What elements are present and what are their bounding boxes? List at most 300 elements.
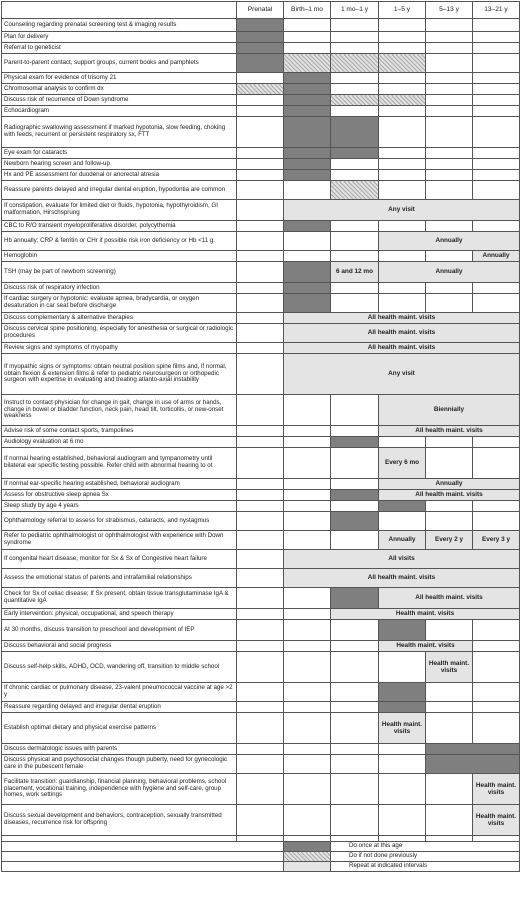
schedule-cell-empty — [284, 43, 331, 54]
legend-swatch-light — [284, 862, 331, 872]
schedule-row — [2, 501, 520, 512]
schedule-row — [2, 170, 520, 181]
header-1-5y: 1–5 y — [379, 2, 426, 19]
recommendation-label: At 30 months, discuss transition to preschool and development of IEP — [2, 620, 237, 641]
interval-text: Health maint. visits — [475, 781, 517, 796]
recommendation-label: Physical exam for evidence of trisomy 21 — [2, 73, 237, 84]
schedule-cell-empty — [426, 148, 473, 159]
schedule-cell-dark — [331, 490, 379, 501]
schedule-cell-empty — [331, 426, 379, 437]
schedule-row — [2, 43, 520, 54]
recommendation-label: Instruct to contact physician for change in gait, change in use of arms or hands, change in bowel or bladder function, neck pain, head tilt, torticollis, or new-onset weakness — [2, 395, 237, 426]
schedule-cell-light — [379, 395, 520, 426]
schedule-table — [1, 1, 520, 872]
schedule-cell-empty — [237, 294, 284, 313]
schedule-cell-empty — [473, 54, 520, 73]
schedule-cell-light — [331, 262, 379, 283]
schedule-cell-empty — [237, 490, 284, 501]
schedule-cell-empty — [284, 805, 331, 836]
schedule-cell-empty — [331, 294, 379, 313]
schedule-cell-empty — [426, 294, 473, 313]
schedule-cell-dark — [284, 262, 331, 283]
schedule-cell-dark — [284, 221, 331, 232]
schedule-cell-empty — [379, 283, 426, 294]
schedule-cell-empty — [426, 437, 473, 448]
schedule-cell-light — [284, 313, 520, 324]
schedule-row — [2, 426, 520, 437]
schedule-cell-empty — [379, 294, 426, 313]
schedule-row — [2, 702, 520, 713]
schedule-cell-empty — [473, 437, 520, 448]
schedule-cell-empty — [237, 117, 284, 148]
schedule-cell-empty — [426, 73, 473, 84]
schedule-cell-empty — [379, 170, 426, 181]
schedule-cell-empty — [237, 148, 284, 159]
schedule-cell-empty — [237, 569, 284, 588]
schedule-row — [2, 479, 520, 490]
schedule-cell-empty — [237, 512, 284, 531]
schedule-cell-empty — [237, 531, 284, 550]
schedule-cell-light — [379, 490, 520, 501]
recommendation-label: Review signs and symptoms of myopathy — [2, 343, 237, 354]
header-prenatal: Prenatal — [237, 2, 284, 19]
schedule-cell-empty — [379, 744, 426, 755]
schedule-row — [2, 713, 520, 744]
recommendation-label: Reassure regarding delayed and irregular dental eruption — [2, 702, 237, 713]
schedule-cell-empty — [284, 32, 331, 43]
schedule-cell-empty — [237, 479, 284, 490]
schedule-cell-empty — [331, 84, 379, 95]
schedule-cell-empty — [426, 117, 473, 148]
schedule-cell-empty — [331, 232, 379, 251]
schedule-cell-empty — [331, 159, 379, 170]
schedule-cell-empty — [284, 652, 331, 683]
schedule-cell-empty — [426, 683, 473, 702]
schedule-cell-empty — [284, 641, 331, 652]
recommendation-label: Discuss dermatologic issues with parents — [2, 744, 237, 755]
schedule-cell-light — [473, 531, 520, 550]
schedule-cell-empty — [379, 117, 426, 148]
schedule-cell-empty — [237, 95, 284, 106]
recommendation-label: If myopathic signs or symptoms: obtain neutral position spine films and, if normal, obtain flexion & extension films & refer to pediatric neurosurgeon or orthopedic surgeon with expertise in evaluating and treating atlanto-axial instability — [2, 354, 237, 395]
schedule-row — [2, 569, 520, 588]
schedule-cell-empty — [284, 620, 331, 641]
schedule-cell-empty — [284, 395, 331, 426]
interval-text: Health maint. visits — [428, 659, 470, 674]
schedule-cell-empty — [379, 437, 426, 448]
schedule-cell-empty — [426, 774, 473, 805]
schedule-cell-empty — [284, 479, 331, 490]
recommendation-label: Discuss risk of recurrence of Down syndrome — [2, 95, 237, 106]
recommendation-label: Chromosomal analysis to confirm dx — [2, 84, 237, 95]
recommendation-label: If normal hearing established, behavioral audiogram and tympanometry until bilateral ear specific testing possible. Refer child with abnormal hearing to ot — [2, 448, 237, 479]
schedule-cell-dark — [331, 588, 379, 609]
schedule-cell-empty — [379, 755, 426, 774]
schedule-cell-empty — [237, 609, 284, 620]
schedule-cell-empty — [237, 683, 284, 702]
schedule-cell-empty — [237, 73, 284, 84]
header-corner — [2, 2, 237, 19]
schedule-cell-empty — [237, 395, 284, 426]
recommendation-label: If cardiac surgery or hypotonic: evaluate apnea, bradycardia, or oxygen desaturation in car seat before discharge — [2, 294, 237, 313]
schedule-cell-empty — [237, 755, 284, 774]
schedule-cell-empty — [379, 106, 426, 117]
schedule-cell-empty — [426, 805, 473, 836]
schedule-cell-empty — [473, 294, 520, 313]
interval-text: Any visit — [388, 206, 415, 214]
schedule-cell-empty — [331, 43, 379, 54]
schedule-cell-empty — [379, 774, 426, 805]
schedule-cell-light — [379, 448, 426, 479]
schedule-cell-empty — [473, 501, 520, 512]
schedule-cell-empty — [237, 774, 284, 805]
schedule-cell-light — [284, 569, 520, 588]
schedule-cell-light — [426, 652, 473, 683]
recommendation-label: Early intervention: physical, occupational, and speech therapy — [2, 609, 237, 620]
schedule-cell-empty — [237, 283, 284, 294]
recommendation-label: Sleep study by age 4 years — [2, 501, 237, 512]
schedule-row — [2, 313, 520, 324]
schedule-cell-empty — [426, 43, 473, 54]
interval-text: Every 3 y — [481, 536, 511, 544]
schedule-cell-empty — [473, 84, 520, 95]
schedule-cell-empty — [426, 19, 473, 32]
recommendation-label: Refer to pediatric ophthalmologist or ophthalmologist with experience with Down syndrome — [2, 531, 237, 550]
schedule-cell-empty — [284, 448, 331, 479]
schedule-cell-light — [379, 713, 426, 744]
schedule-row — [2, 588, 520, 609]
schedule-cell-light — [473, 805, 520, 836]
schedule-cell-hatch — [379, 54, 426, 73]
legend-row — [2, 862, 520, 872]
header-1mo-1y: 1 mo–1 y — [331, 2, 379, 19]
schedule-cell-empty — [473, 106, 520, 117]
schedule-cell-empty — [331, 479, 379, 490]
schedule-cell-empty — [473, 170, 520, 181]
schedule-cell-empty — [237, 744, 284, 755]
schedule-cell-empty — [284, 755, 331, 774]
legend-label: Do once at this age — [331, 842, 520, 852]
schedule-cell-empty — [379, 32, 426, 43]
schedule-cell-empty — [237, 501, 284, 512]
schedule-cell-empty — [426, 702, 473, 713]
interval-text: Health maint. visits — [395, 610, 455, 618]
schedule-row — [2, 641, 520, 652]
schedule-cell-hatch — [237, 84, 284, 95]
schedule-cell-empty — [237, 426, 284, 437]
schedule-cell-dark — [284, 73, 331, 84]
interval-text: All health maint. visits — [415, 491, 483, 499]
schedule-cell-empty — [331, 531, 379, 550]
schedule-row — [2, 19, 520, 32]
schedule-cell-empty — [237, 262, 284, 283]
schedule-cell-empty — [331, 170, 379, 181]
interval-text: All health maint. visits — [415, 594, 483, 602]
schedule-cell-empty — [379, 512, 426, 531]
schedule-cell-empty — [237, 221, 284, 232]
schedule-cell-empty — [237, 313, 284, 324]
schedule-cell-empty — [331, 702, 379, 713]
schedule-cell-light — [379, 531, 426, 550]
schedule-cell-empty — [284, 531, 331, 550]
schedule-cell-empty — [237, 232, 284, 251]
interval-text: All health maint. visits — [367, 329, 436, 337]
schedule-row — [2, 774, 520, 805]
recommendation-label: Discuss complementary & alternative therapies — [2, 313, 237, 324]
schedule-row — [2, 84, 520, 95]
schedule-row — [2, 283, 520, 294]
recommendation-label: Facilitate transition: guardianship, financial planning, behavioral problems, school placement, vocational training, independence with hygiene and self-care, group homes, work settings — [2, 774, 237, 805]
recommendation-label: Eye exam for cataracts — [2, 148, 237, 159]
schedule-cell-dark — [284, 117, 331, 148]
schedule-row — [2, 652, 520, 683]
schedule-cell-dark — [284, 148, 331, 159]
recommendation-label: Discuss sexual development and behaviors, contraception, sexually transmitted diseases, recurrence risk for offspring — [2, 805, 237, 836]
schedule-cell-empty — [473, 702, 520, 713]
legend — [2, 842, 520, 872]
schedule-cell-empty — [237, 652, 284, 683]
interval-text: All visits — [388, 555, 415, 563]
schedule-cell-empty — [284, 512, 331, 531]
schedule-cell-empty — [426, 512, 473, 531]
schedule-cell-empty — [237, 437, 284, 448]
schedule-cell-empty — [237, 159, 284, 170]
recommendation-label: Reassure parents delayed and irregular dental eruption, hypodontia are common — [2, 181, 237, 200]
schedule-cell-dark — [331, 148, 379, 159]
schedule-cell-empty — [284, 426, 331, 437]
schedule-cell-empty — [331, 641, 379, 652]
header-birth-1mo: Birth–1 mo — [284, 2, 331, 19]
schedule-cell-dark — [284, 283, 331, 294]
schedule-cell-empty — [473, 95, 520, 106]
schedule-cell-empty — [331, 283, 379, 294]
schedule-cell-empty — [473, 683, 520, 702]
schedule-cell-dark — [284, 159, 331, 170]
schedule-cell-light — [284, 354, 520, 395]
interval-text: Any visit — [388, 370, 415, 378]
schedule-cell-empty — [379, 159, 426, 170]
recommendation-label: Ophthalmology referral to assess for strabismus, cataracts, and nystagmus — [2, 512, 237, 531]
header-5-13y: 5–13 y — [426, 2, 473, 19]
schedule-cell-dark — [379, 683, 426, 702]
interval-text: Health maint. visits — [381, 720, 423, 735]
schedule-row — [2, 395, 520, 426]
legend-row — [2, 852, 520, 862]
schedule-cell-empty — [284, 609, 331, 620]
recommendation-label: Establish optimal dietary and physical exercise patterns — [2, 713, 237, 744]
recommendation-label: Audiology evaluation at 6 mo — [2, 437, 237, 448]
legend-label: Do if not done previously — [331, 852, 520, 862]
schedule-cell-empty — [331, 221, 379, 232]
schedule-row — [2, 437, 520, 448]
care-schedule — [1, 1, 519, 872]
schedule-cell-empty — [284, 713, 331, 744]
schedule-cell-empty — [473, 652, 520, 683]
schedule-cell-empty — [379, 181, 426, 200]
schedule-cell-empty — [379, 221, 426, 232]
schedule-cell-empty — [284, 232, 331, 251]
schedule-cell-light — [426, 531, 473, 550]
schedule-cell-light — [379, 588, 520, 609]
schedule-cell-dark — [237, 32, 284, 43]
schedule-cell-empty — [379, 251, 426, 262]
schedule-cell-empty — [473, 512, 520, 531]
schedule-cell-dark — [426, 744, 520, 755]
recommendation-label: If chronic cardiac or pulmonary disease, 23-valent pneumococcal vaccine at age >2 y — [2, 683, 237, 702]
schedule-cell-dark — [426, 755, 520, 774]
schedule-cell-empty — [426, 283, 473, 294]
schedule-row — [2, 531, 520, 550]
legend-spacer — [2, 862, 284, 872]
recommendation-label: Radiographic swallowing assessment if marked hypotonia, slow feeding, choking with feeds, recurrent or persistent respiratory sx, FTT — [2, 117, 237, 148]
schedule-cell-dark — [237, 54, 284, 73]
recommendation-label: TSH (may be part of newborn screening) — [2, 262, 237, 283]
schedule-cell-dark — [379, 501, 426, 512]
schedule-row — [2, 805, 520, 836]
schedule-cell-light — [284, 324, 520, 343]
schedule-row — [2, 448, 520, 479]
schedule-cell-dark — [331, 437, 379, 448]
schedule-row — [2, 251, 520, 262]
schedule-cell-dark — [237, 19, 284, 32]
schedule-cell-empty — [426, 84, 473, 95]
schedule-cell-light — [379, 232, 520, 251]
interval-text: All health maint. visits — [415, 427, 483, 435]
schedule-cell-empty — [473, 117, 520, 148]
schedule-row — [2, 490, 520, 501]
recommendation-label: Hx and PE assessment for duodenal or anorectal atresia — [2, 170, 237, 181]
schedule-cell-empty — [426, 501, 473, 512]
recommendation-label: Parent-to-parent contact, support groups, current books and pamphlets — [2, 54, 237, 73]
legend-label: Repeat at indicated intervals — [331, 862, 520, 872]
schedule-cell-empty — [284, 702, 331, 713]
schedule-cell-empty — [237, 343, 284, 354]
recommendation-label: If congenital heart disease, monitor for Sx & Sx of Congestive heart failure — [2, 550, 237, 569]
schedule-cell-empty — [237, 354, 284, 395]
schedule-cell-hatch — [331, 54, 379, 73]
schedule-cell-empty — [331, 32, 379, 43]
schedule-cell-empty — [237, 550, 284, 569]
recommendation-label: Referral to geneticist — [2, 43, 237, 54]
schedule-cell-light — [379, 479, 520, 490]
schedule-cell-empty — [237, 641, 284, 652]
schedule-cell-empty — [473, 221, 520, 232]
schedule-row — [2, 550, 520, 569]
schedule-cell-light — [379, 262, 520, 283]
schedule-cell-dark — [237, 43, 284, 54]
schedule-row — [2, 755, 520, 774]
schedule-row — [2, 200, 520, 221]
schedule-cell-empty — [426, 32, 473, 43]
schedule-row — [2, 232, 520, 251]
schedule-cell-empty — [284, 251, 331, 262]
schedule-cell-empty — [473, 641, 520, 652]
schedule-cell-empty — [331, 19, 379, 32]
schedule-row — [2, 324, 520, 343]
schedule-row — [2, 343, 520, 354]
recommendation-label: Discuss physical and psychosocial changes though puberty, need for gynecologic care in the pubescent female — [2, 755, 237, 774]
schedule-cell-empty — [473, 32, 520, 43]
schedule-cell-empty — [237, 200, 284, 221]
schedule-cell-empty — [426, 159, 473, 170]
legend-spacer — [2, 852, 284, 862]
interval-text: Annually — [482, 252, 510, 260]
schedule-row — [2, 262, 520, 283]
schedule-row — [2, 221, 520, 232]
schedule-cell-empty — [473, 148, 520, 159]
interval-text: All health maint. visits — [367, 314, 436, 322]
recommendation-label: CBC to R/O transient myeloproliferative disorder, polycythemia — [2, 221, 237, 232]
schedule-cell-empty — [426, 170, 473, 181]
schedule-cell-dark — [284, 95, 331, 106]
schedule-cell-hatch — [331, 181, 379, 200]
interval-text: Annually — [435, 480, 463, 488]
schedule-cell-dark — [284, 170, 331, 181]
schedule-cell-empty — [426, 95, 473, 106]
schedule-cell-empty — [331, 73, 379, 84]
schedule-row — [2, 117, 520, 148]
schedule-cell-hatch — [379, 95, 426, 106]
legend-spacer — [2, 842, 284, 852]
schedule-cell-empty — [284, 744, 331, 755]
schedule-row — [2, 32, 520, 43]
interval-text: Biennially — [433, 406, 465, 414]
schedule-cell-empty — [331, 620, 379, 641]
schedule-cell-empty — [379, 73, 426, 84]
schedule-cell-empty — [473, 19, 520, 32]
schedule-cell-empty — [331, 501, 379, 512]
schedule-cell-empty — [284, 501, 331, 512]
schedule-cell-empty — [379, 805, 426, 836]
schedule-cell-empty — [426, 251, 473, 262]
schedule-cell-hatch — [331, 95, 379, 106]
header-13-21y: 13–21 y — [473, 2, 520, 19]
header-row — [2, 2, 520, 19]
schedule-cell-dark — [284, 294, 331, 313]
schedule-cell-light — [284, 550, 520, 569]
schedule-cell-empty — [284, 181, 331, 200]
recommendation-label: Hemoglobin — [2, 251, 237, 262]
schedule-cell-empty — [379, 43, 426, 54]
schedule-cell-empty — [426, 106, 473, 117]
schedule-cell-empty — [331, 713, 379, 744]
recommendation-label: If constipation, evaluate for limited diet or fluids, hypotonia, hypothyroidism, GI malformation, Hirschsprung — [2, 200, 237, 221]
recommendation-label: Discuss risk of respiratory infection — [2, 283, 237, 294]
schedule-cell-empty — [237, 620, 284, 641]
schedule-row — [2, 683, 520, 702]
schedule-cell-empty — [331, 805, 379, 836]
recommendation-label: Advise risk of some contact sports, trampolines — [2, 426, 237, 437]
schedule-cell-empty — [237, 448, 284, 479]
recommendation-label: Hb annually; CRP & ferritin or CHr if possible risk iron deficiency or Hb <11 g. — [2, 232, 237, 251]
schedule-cell-light — [331, 609, 520, 620]
schedule-cell-dark — [284, 84, 331, 95]
schedule-cell-empty — [473, 448, 520, 479]
schedule-row — [2, 73, 520, 84]
recommendation-label: Echocardiogram — [2, 106, 237, 117]
schedule-cell-empty — [237, 702, 284, 713]
schedule-cell-light — [284, 200, 520, 221]
schedule-cell-empty — [237, 181, 284, 200]
recommendation-label: Check for Sx of celiac disease; If Sx present, obtain tissue transglutaminase IgA & quantitative IgA — [2, 588, 237, 609]
schedule-cell-light — [379, 426, 520, 437]
interval-text: Every 2 y — [434, 536, 464, 544]
schedule-cell-empty — [237, 805, 284, 836]
schedule-cell-empty — [331, 683, 379, 702]
schedule-cell-empty — [379, 84, 426, 95]
schedule-cell-empty — [284, 683, 331, 702]
schedule-cell-empty — [379, 19, 426, 32]
